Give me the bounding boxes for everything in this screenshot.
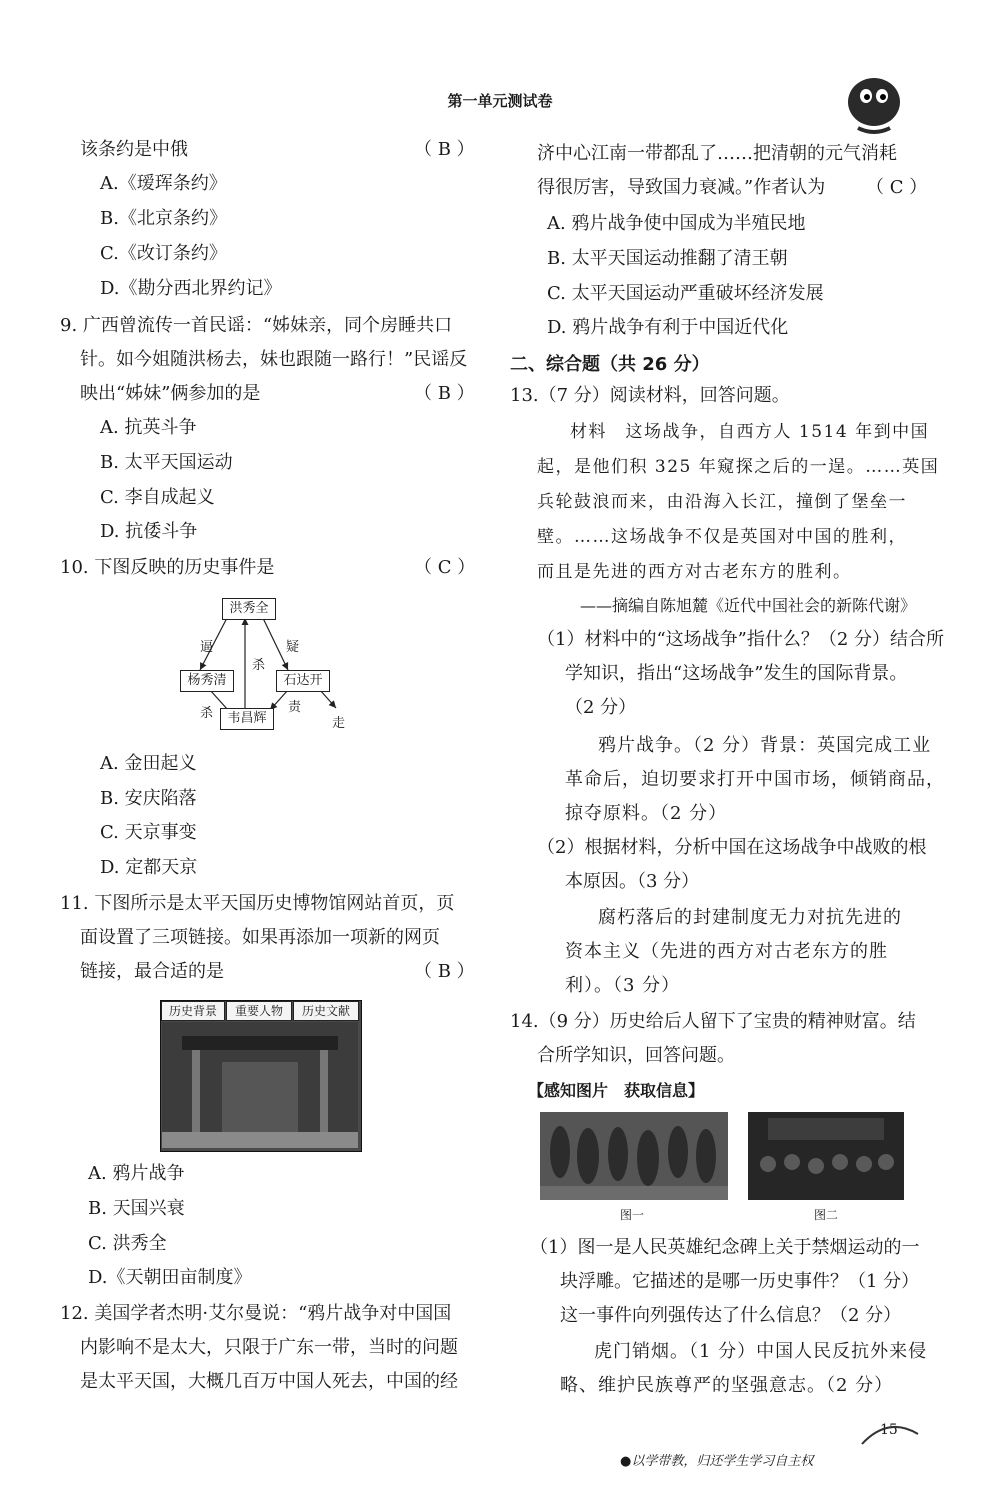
footer-slogan: ●以学带教，归还学生学习自主权 [620, 1454, 814, 1469]
q9-option-c: C. 李自成起义 [100, 487, 215, 508]
q10-option-c: C. 天京事变 [100, 822, 197, 843]
q10-option-b: B. 安庆陷落 [100, 788, 197, 809]
q11-line-3: 链接，最合适的是 [80, 961, 224, 982]
diagram-label-bl: 杀 [200, 706, 214, 721]
q12-option-c: C. 太平天国运动严重破坏经济发展 [547, 283, 824, 304]
q13-sub2-line-2: 本原因。（3 分） [565, 871, 700, 892]
memorial-photo-image [748, 1112, 904, 1200]
q12-line-3: 是太平天国，大概几百万中国人死去，中国的经 [80, 1371, 458, 1392]
mascot-icon [828, 70, 916, 140]
website-tab-documents: 历史文献 [293, 1001, 359, 1021]
q11-line-1: 11. 下图所示是太平天国历史博物馆网站首页，页 [60, 893, 455, 914]
relief-sculpture-image [540, 1112, 728, 1200]
q10-option-d: D. 定都天京 [100, 857, 198, 878]
figure-1-caption: 图一 [620, 1208, 645, 1222]
q9-answer: （ B ） [414, 383, 475, 404]
q13-material-5: 而且是先进的西方对古老东方的胜利。 [537, 562, 852, 582]
section-2-title: 二、综合题（共 26 分） [510, 354, 710, 375]
q14-stem-line-2: 合所学知识，回答问题。 [537, 1045, 735, 1066]
q8-option-a: A.《瑷珲条约》 [100, 173, 227, 194]
diagram-node-bottom: 韦昌辉 [220, 708, 274, 730]
page-swoosh-icon [858, 1414, 922, 1450]
q8-option-c: C.《改订条约》 [100, 243, 227, 264]
q9-line-1: 9. 广西曾流传一首民谣：“姊妹亲，同个房睡共口 [60, 315, 453, 336]
q9-option-b: B. 太平天国运动 [100, 452, 233, 473]
q9-option-a: A. 抗英斗争 [100, 417, 197, 438]
q8-stem-tail: 该条约是中俄 [80, 139, 188, 160]
q13-sub1-line-1: （1）材料中的“这场战争”指什么？（2 分）结合所 [537, 629, 945, 650]
website-tab-background: 历史背景 [161, 1001, 225, 1021]
q14-sub1-line-3: 这一事件向列强传达了什么信息？（2 分） [560, 1305, 902, 1326]
q13-answer2-line-2: 资本主义（先进的西方对古老东方的胜 [565, 941, 888, 962]
q13-sub1-line-2: 学知识，指出“这场战争”发生的国际背景。 [565, 663, 908, 684]
q11-option-c: C. 洪秀全 [88, 1233, 167, 1254]
page-title: 第一单元测试卷 [447, 92, 553, 110]
q12-option-a: A. 鸦片战争使中国成为半殖民地 [547, 213, 806, 234]
q13-sub2-line-1: （2）根据材料，分析中国在这场战争中战败的根 [537, 837, 927, 858]
q12-cont-line-2: 得很厉害，导致国力衰减。”作者认为 [537, 177, 826, 198]
q11-line-2: 面设置了三项链接。如果再添加一项新的网页 [80, 927, 440, 948]
q12-answer: （ C ） [866, 177, 928, 198]
q13-sub1-line-3: （2 分） [565, 697, 637, 718]
q13-material-1: 材料 这场战争，自西方人 1514 年到中国 [570, 422, 930, 442]
q11-option-a: A. 鸦片战争 [88, 1163, 185, 1184]
diagram-label-out: 走 [332, 716, 346, 731]
q13-answer1-line-1: 鸦片战争。（2 分）背景：英国完成工业 [598, 735, 932, 756]
q9-line-3: 映出“姊妹”俩参加的是 [80, 383, 261, 404]
q11-option-b: B. 天国兴衰 [88, 1198, 185, 1219]
figure-2-caption: 图二 [814, 1208, 839, 1222]
q14-sub1-line-2: 块浮雕。它描述的是哪一历史事件？（1 分） [560, 1271, 920, 1292]
website-tab-figures: 重要人物 [226, 1001, 292, 1021]
q13-answer1-line-3: 掠夺原料。（2 分） [565, 803, 728, 824]
diagram-node-left: 杨秀清 [180, 670, 234, 692]
q13-material-3: 兵轮鼓浪而来，由沿海入长江，撞倒了堡垒一 [537, 492, 907, 512]
diagram-node-top: 洪秀全 [222, 598, 276, 620]
diagram-label-tl: 逼 [200, 640, 214, 655]
museum-gate-photo [162, 1022, 358, 1148]
q10-answer: （ C ） [414, 557, 476, 578]
q13-source: ——摘编自陈旭麓《近代中国社会的新陈代谢》 [580, 596, 917, 615]
q13-material-2: 起，是他们积 325 年窥探之后的一逞。……英国 [537, 457, 940, 477]
q11-answer: （ B ） [414, 961, 475, 982]
q12-line-2: 内影响不是太大，只限于广东一带，当时的问题 [80, 1337, 458, 1358]
diagram-label-br: 责 [288, 700, 302, 715]
page-number: 15 [880, 1422, 898, 1438]
q9-option-d: D. 抗倭斗争 [100, 521, 198, 542]
q12-option-d: D. 鸦片战争有利于中国近代化 [547, 317, 789, 338]
q13-material-4: 壁。……这场战争不仅是英国对中国的胜利， [537, 527, 907, 547]
q14-sub1-line-1: （1）图一是人民英雄纪念碑上关于禁烟运动的一 [530, 1237, 920, 1258]
q13-answer2-line-1: 腐朽落后的封建制度无力对抗先进的 [598, 907, 902, 928]
diagram-label-mid: 杀 [252, 658, 266, 673]
q14-section-tag: 【感知图片 获取信息】 [528, 1081, 705, 1100]
diagram-label-tr: 疑 [286, 640, 300, 655]
q14-answer1-line-1: 虎门销烟。（1 分）中国人民反抗外来侵 [594, 1341, 928, 1362]
q9-line-2: 针。如今姐随洪杨去，妹也跟随一路行！”民谣反 [80, 349, 468, 370]
diagram-node-right: 石达开 [276, 670, 330, 692]
q8-answer: （ B ） [414, 139, 475, 160]
q13-answer2-line-3: 利）。（3 分） [565, 975, 681, 996]
q10-option-a: A. 金田起义 [100, 753, 197, 774]
q13-answer1-line-2: 革命后，迫切要求打开中国市场，倾销商品， [565, 769, 945, 790]
q8-option-d: D.《勘分西北界约记》 [100, 278, 282, 299]
q12-line-1: 12. 美国学者杰明·艾尔曼说：“鸦片战争对中国国 [60, 1303, 452, 1324]
q14-answer1-line-2: 略、维护民族尊严的坚强意志。（2 分） [560, 1375, 894, 1396]
q8-option-b: B.《北京条约》 [100, 208, 227, 229]
q12-cont-line-1: 济中心江南一带都乱了……把清朝的元气消耗 [537, 143, 897, 164]
q10-stem: 10. 下图反映的历史事件是 [60, 557, 275, 578]
q14-stem-line-1: 14.（9 分）历史给后人留下了宝贵的精神财富。结 [510, 1011, 916, 1032]
q11-option-d: D.《天朝田亩制度》 [88, 1267, 252, 1288]
q13-stem: 13.（7 分）阅读材料，回答问题。 [510, 385, 790, 406]
q12-option-b: B. 太平天国运动推翻了清王朝 [547, 248, 788, 269]
